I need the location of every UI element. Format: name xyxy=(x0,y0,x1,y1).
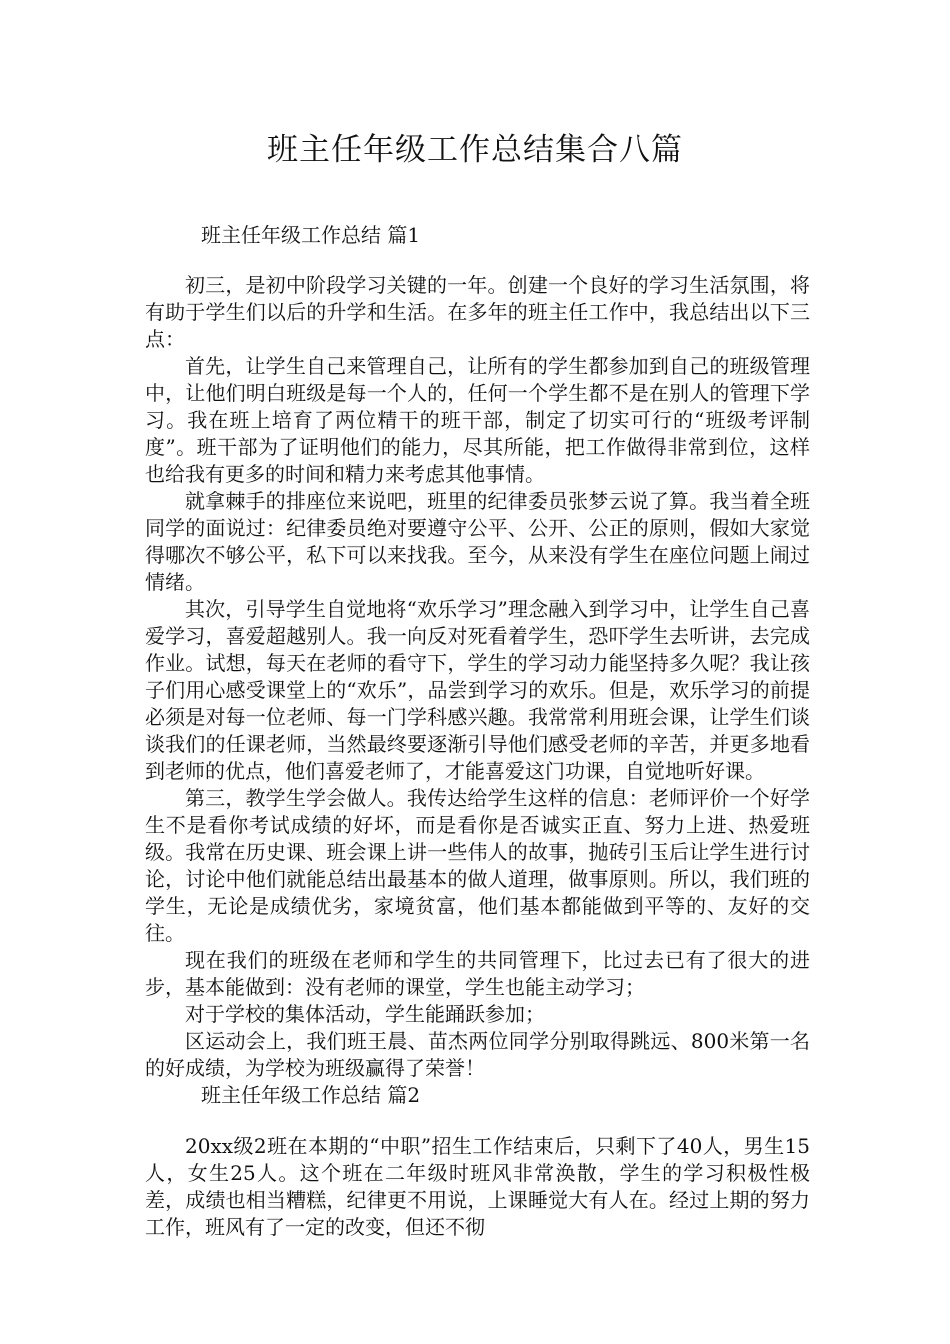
section-1-paragraph-8: 区运动会上，我们班王晨、苗杰两位同学分别取得跳远、800米第一名的好成绩，为学校为班级赢得了荣誉！ xyxy=(145,1029,810,1080)
section-1-paragraph-6: 现在我们的班级在老师和学生的共同管理下，比过去已有了很大的进步，基本能做到：没有老师的课堂，学生也能主动学习； xyxy=(145,948,810,999)
section-1-paragraph-7: 对于学校的集体活动，学生能踊跃参加； xyxy=(185,1002,545,1026)
section-2-paragraph-1: 20xx级2班在本期的“中职”招生工作结束后，只剩下了40人，男生15人，女生25人。这个班在二年级时班风非常涣散，学生的学习积极性极差，成绩也相当糟糕，纪律更不用说，上课睡觉大有人在。经过上期的努力工作，班风有了一定的改变，但还不彻 xyxy=(145,1134,810,1239)
section-1-paragraph-3: 就拿棘手的排座位来说吧，班里的纪律委员张梦云说了算。我当着全班同学的面说过：纪律委员绝对要遵守公平、公开、公正的原则，假如大家觉得哪次不够公平，私下可以来找我。至今，从来没有学生在座位问题上闹过情绪。 xyxy=(145,489,810,594)
section-1-paragraph-2: 首先，让学生自己来管理自己，让所有的学生都参加到自己的班级管理中，让他们明白班级是每一个人的，任何一个学生都不是在别人的管理下学习。我在班上培育了两位精干的班干部，制定了切实可行的“班级考评制度”。班干部为了证明他们的能力，尽其所能，把工作做得非常到位，这样也给我有更多的时间和精力来考虑其他事情。 xyxy=(145,354,810,486)
document-title: 班主任年级工作总结集合八篇 xyxy=(267,132,683,168)
section-1-heading: 班主任年级工作总结 篇1 xyxy=(201,223,421,247)
document-body xyxy=(145,222,810,1241)
section-1-paragraph-4: 其次，引导学生自觉地将“欢乐学习”理念融入到学习中，让学生自己喜爱学习，喜爱超越别人。我一向反对死看着学生，恐吓学生去听讲，去完成作业。试想，每天在老师的看守下，学生的学习动力能坚持多久呢？我让孩子们用心感受课堂上的“欢乐”，品尝到学习的欢乐。但是，欢乐学习的前提必须是对每一位老师、每一门学科感兴趣。我常常利用班会课，让学生们谈谈我们的任课老师，当然最终要逐渐引导他们感受老师的辛苦，并更多地看到老师的优点，他们喜爱老师了，才能喜爱这门功课，自觉地听好课。 xyxy=(145,597,810,783)
section-1-paragraph-1: 初三，是初中阶段学习关键的一年。创建一个良好的学习生活氛围，将有助于学生们以后的升学和生活。在多年的班主任工作中，我总结出以下三点： xyxy=(145,273,810,351)
section-1-paragraph-5: 第三，教学生学会做人。我传达给学生这样的信息：老师评价一个好学生不是看你考试成绩的好坏，而是看你是否诚实正直、努力上进、热爱班级。我常在历史课、班会课上讲一些伟人的故事，抛砖引玉后让学生进行讨论，讨论中他们就能总结出最基本的做人道理，做事原则。所以，我们班的学生，无论是成绩优劣，家境贫富，他们基本都能做到平等的、友好的交往。 xyxy=(145,786,810,945)
section-2-heading: 班主任年级工作总结 篇2 xyxy=(201,1083,421,1107)
